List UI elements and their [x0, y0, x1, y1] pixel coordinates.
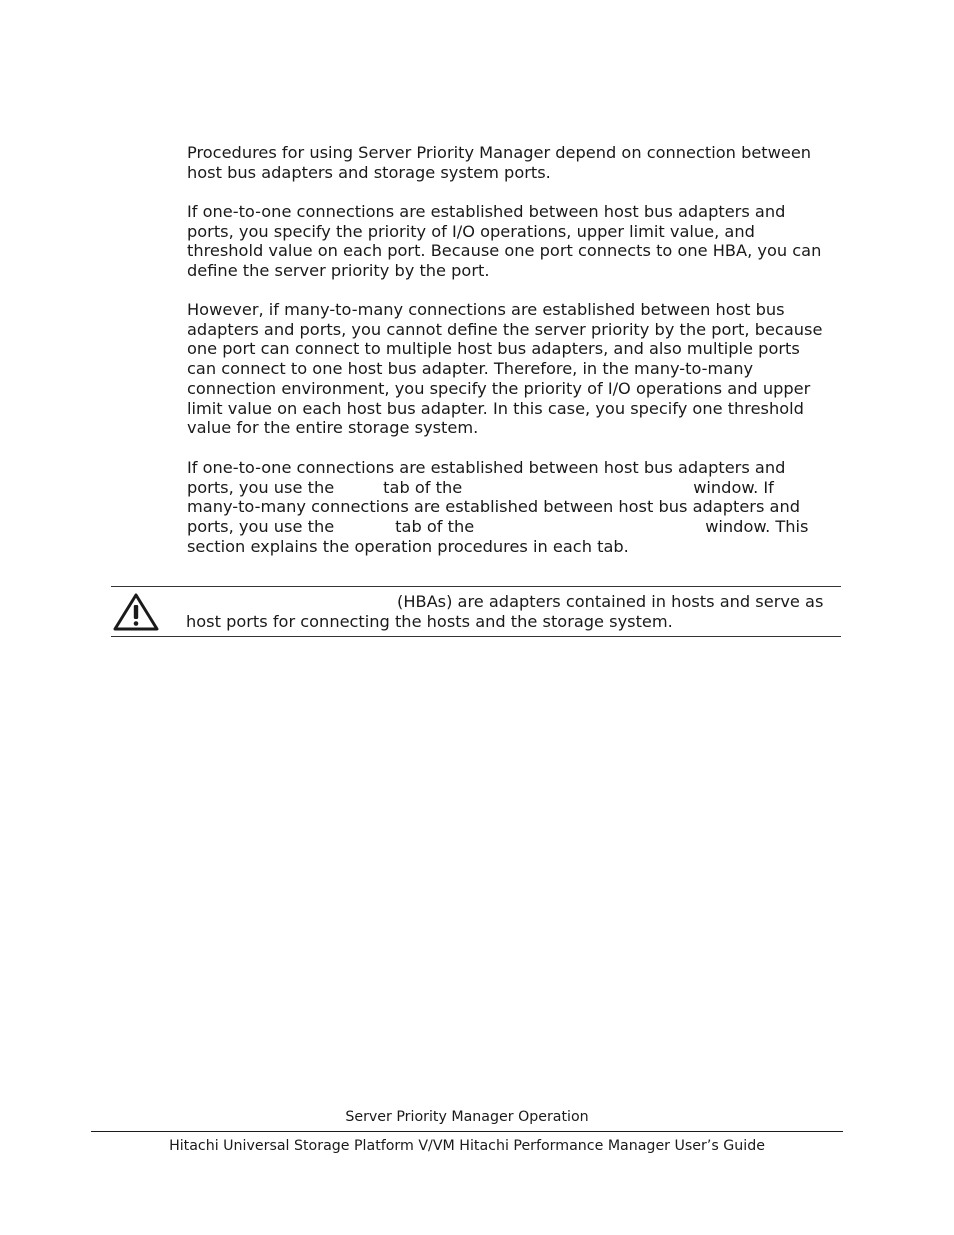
text-line: host ports for connecting the hosts and the storage system. [186, 611, 673, 631]
text-segment: window. If [693, 477, 774, 497]
text-line: many-to-many connections are established between host bus adapters and [187, 497, 800, 517]
text-line: define the server priority by the port. [187, 261, 490, 281]
text-line: adapters and ports, you cannot define the server priority by the port, because [187, 319, 823, 339]
text-segment: ports, you use the [187, 517, 335, 537]
note-top-rule [111, 586, 841, 587]
footer-rule [91, 1131, 843, 1132]
text-line: section explains the operation procedures in each tab. [187, 536, 629, 556]
text-line: one port can connect to multiple host bus adapters, and also multiple ports [187, 339, 800, 359]
paragraph-one-to-one [187, 202, 842, 281]
text-line: However, if many-to-many connections are established between host bus [187, 300, 785, 319]
paragraph-tab-usage [187, 458, 842, 557]
footer-section-title: Server Priority Manager Operation [345, 1109, 589, 1125]
footer-guide-title: Hitachi Universal Storage Platform V/VM Hitachi Performance Manager User’s Guide [169, 1138, 765, 1154]
text-line: limit value on each host bus adapter. In this case, you specify one threshold [187, 398, 804, 418]
text-segment: tab of the [383, 477, 463, 497]
note-text [186, 592, 841, 631]
text-line [187, 478, 842, 498]
text-line: If one-to-one connections are established between host bus adapters and [187, 202, 786, 221]
text-line: Procedures for using Server Priority Manager depend on connection between [187, 143, 812, 162]
text-line: host bus adapters and storage system ports. [187, 162, 551, 182]
text-line: can connect to one host bus adapter. Therefore, in the many-to-many [187, 359, 754, 379]
text-segment: (HBAs) are adapters contained in hosts and serve as [397, 592, 824, 611]
paragraph-many-to-many [187, 300, 842, 438]
text-line: ports, you specify the priority of I/O operations, upper limit value, and [187, 221, 755, 241]
paragraph-connection-intro [187, 143, 842, 182]
text-segment: ports, you use the [187, 477, 335, 497]
warning-triangle-icon [112, 592, 160, 632]
note-bottom-rule [111, 636, 841, 637]
text-line: If one-to-one connections are established between host bus adapters and [187, 458, 786, 477]
text-line [187, 517, 842, 537]
text-segment: window. This [705, 517, 809, 537]
text-line: value for the entire storage system. [187, 418, 479, 438]
text-line [186, 592, 841, 612]
text-line: connection environment, you specify the priority of I/O operations and upper [187, 378, 811, 398]
text-line: threshold value on each port. Because one port connects to one HBA, you can [187, 241, 822, 261]
text-segment: tab of the [395, 517, 475, 537]
